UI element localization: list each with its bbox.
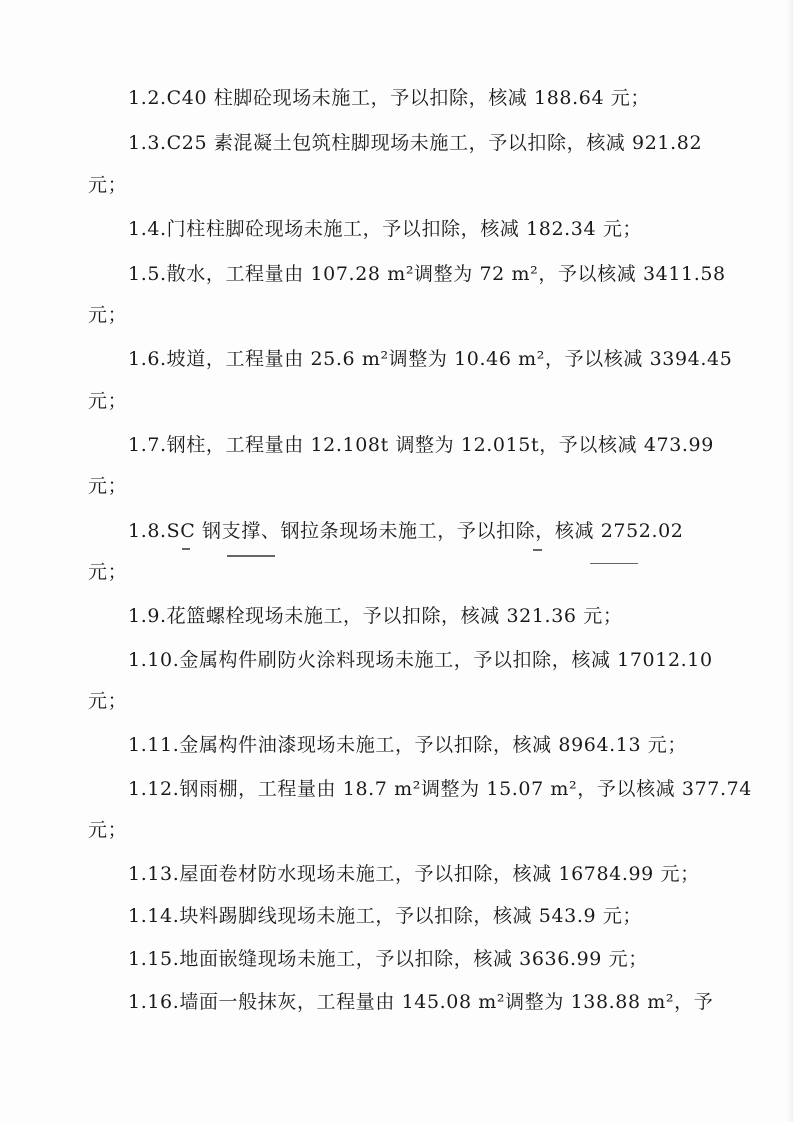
- item-1-3-continued: 元；: [88, 174, 128, 196]
- item-1-4: 1.4.门柱柱脚砼现场未施工，予以扣除，核减 182.34 元；: [128, 218, 643, 240]
- scan-mark: [182, 548, 190, 550]
- item-1-15: 1.15.地面嵌缝现场未施工，予以扣除，核减 3636.99 元；: [128, 948, 648, 970]
- item-1-16: 1.16.墙面一般抹灰，工程量由 145.08 m²调整为 138.88 m²，予: [128, 991, 714, 1013]
- item-1-12-continued: 元；: [88, 819, 128, 841]
- scan-mark: [533, 549, 542, 551]
- item-1-10: 1.10.金属构件刷防火涂料现场未施工，予以扣除，核减 17012.10: [128, 649, 713, 671]
- item-1-9: 1.9.花篮螺栓现场未施工，予以扣除，核减 321.36 元；: [128, 605, 623, 627]
- item-1-11: 1.11.金属构件油漆现场未施工，予以扣除，核减 8964.13 元；: [128, 734, 687, 756]
- item-1-14: 1.14.块料踢脚线现场未施工，予以扣除，核减 543.9 元；: [128, 905, 643, 927]
- item-1-10-continued: 元；: [88, 690, 128, 712]
- item-1-8: 1.8.SC 钢支撑、钢拉条现场未施工，予以扣除，核减 2752.02: [128, 520, 684, 542]
- item-1-12: 1.12.钢雨棚，工程量由 18.7 m²调整为 15.07 m²，予以核减 377.74: [128, 778, 752, 800]
- scan-edge-shadow: [787, 0, 793, 1122]
- item-1-3: 1.3.C25 素混凝土包筑柱脚现场未施工，予以扣除，核减 921.82: [128, 132, 703, 154]
- item-1-6-continued: 元；: [88, 390, 128, 412]
- item-1-6: 1.6.坡道，工程量由 25.6 m²调整为 10.46 m²，予以核减 3394.45: [128, 348, 733, 370]
- item-1-7-continued: 元；: [88, 475, 128, 497]
- item-1-7: 1.7.钢柱，工程量由 12.108t 调整为 12.015t，予以核减 473.99: [128, 434, 714, 456]
- scan-mark: [590, 563, 638, 564]
- scan-mark: [227, 555, 275, 557]
- item-1-8-continued: 元；: [88, 561, 128, 583]
- item-1-5: 1.5.散水，工程量由 107.28 m²调整为 72 m²，予以核减 3411.58: [128, 263, 726, 285]
- item-1-2: 1.2.C40 柱脚砼现场未施工，予以扣除，核减 188.64 元；: [128, 87, 650, 109]
- item-1-13: 1.13.屋面卷材防水现场未施工，予以扣除，核减 16784.99 元；: [128, 863, 700, 885]
- item-1-5-continued: 元；: [88, 304, 128, 326]
